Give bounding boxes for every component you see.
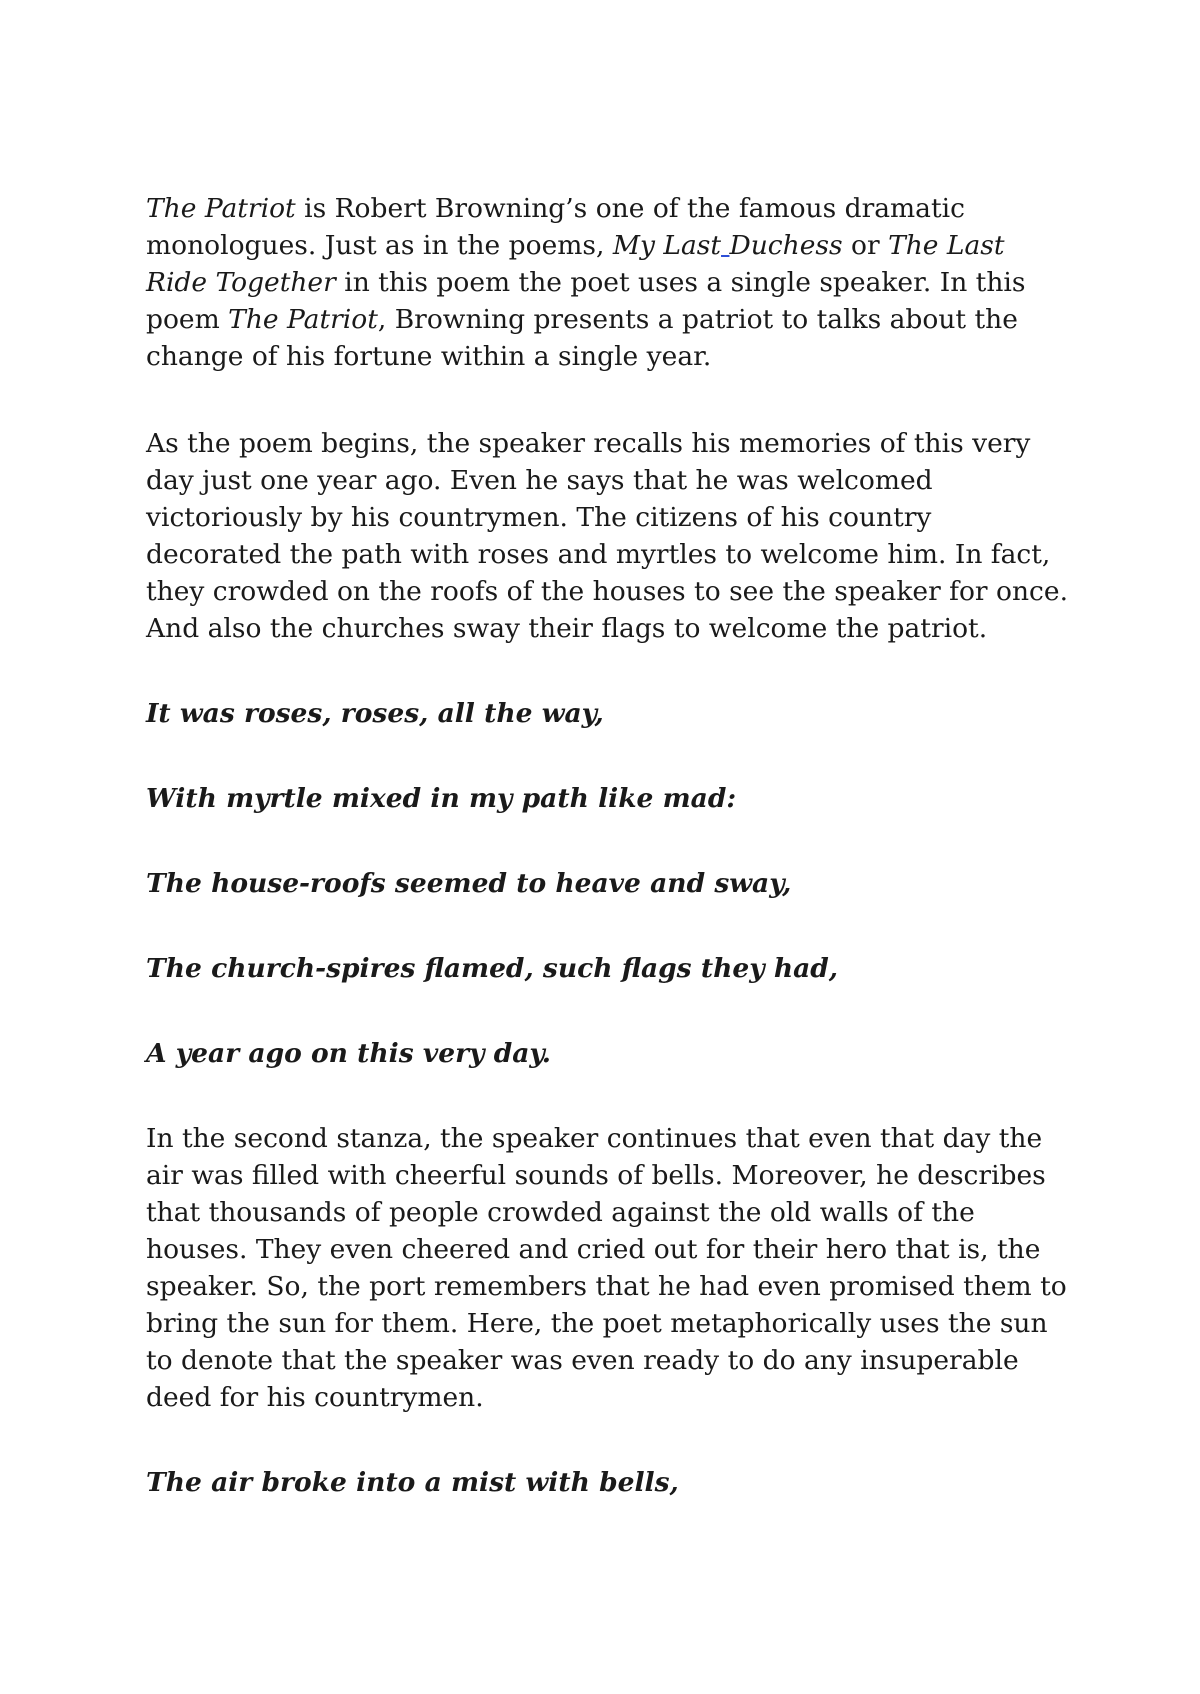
- text-segment: is Robert Browning’s one of the famous dramatic: [295, 193, 965, 224]
- verse-line: It was roses, roses, all the way,: [146, 698, 604, 729]
- text-line: As the poem begins, the speaker recalls his memories of this very: [146, 428, 1031, 459]
- verse-line: A year ago on this very day.: [146, 1038, 552, 1069]
- summary-paragraph: [146, 425, 1066, 647]
- poem-title-part: Duchess: [729, 230, 843, 261]
- text-line: decorated the path with roses and myrtles to welcome him. In fact,: [146, 539, 1051, 570]
- stanza-two-paragraph: [146, 1120, 1066, 1416]
- text-line: that thousands of people crowded against the old walls of the: [146, 1197, 975, 1228]
- poem-title: [613, 230, 843, 261]
- text-line: And also the churches sway their flags to welcome the patriot.: [146, 613, 988, 644]
- text-line: [146, 264, 1066, 301]
- text-line: [146, 227, 1066, 264]
- poem-title: The Last: [888, 230, 1005, 261]
- text-segment: , Browning presents a patriot to talks about the: [377, 304, 1018, 335]
- text-line: bring the sun for them. Here, the poet metaphorically uses the sun: [146, 1308, 1048, 1339]
- text-line: speaker. So, the port remembers that he had even promised them to: [146, 1271, 1067, 1302]
- poem-title: The Patriot: [146, 193, 296, 224]
- document-page: [146, 190, 1066, 1549]
- text-line: [146, 190, 1066, 227]
- verse-line: With myrtle mixed in my path like mad:: [146, 783, 737, 814]
- verse-line: The house-roofs seemed to heave and sway,: [146, 868, 792, 899]
- text-line: air was filled with cheerful sounds of bells. Moreover, he describes: [146, 1160, 1046, 1191]
- poem-title: The Patriot: [228, 304, 378, 335]
- text-line: In the second stanza, the speaker continues that even that day the: [146, 1123, 1043, 1154]
- text-segment: monologues. Just as in the poems,: [146, 230, 613, 261]
- text-segment: or: [842, 230, 889, 261]
- text-line: deed for his countrymen.: [146, 1382, 484, 1413]
- verse-line: The church-spires flamed, such flags they had,: [146, 953, 839, 984]
- poem-title-part: My Last: [612, 230, 722, 261]
- verse-line: The air broke into a mist with bells,: [146, 1467, 679, 1498]
- text-line: day just one year ago. Even he says that he was welcomed: [146, 465, 933, 496]
- text-line: to denote that the speaker was even ready to do any insuperable: [146, 1345, 1019, 1376]
- text-line: change of his fortune within a single year.: [146, 341, 712, 372]
- text-line: victoriously by his countrymen. The citizens of his country: [146, 502, 932, 533]
- text-segment: poem: [146, 304, 229, 335]
- intro-paragraph: [146, 190, 1066, 375]
- text-segment: in this poem the poet uses a single speaker. In this: [335, 267, 1026, 298]
- text-line: [146, 301, 1066, 338]
- text-line: they crowded on the roofs of the houses to see the speaker for once.: [146, 576, 1068, 607]
- text-line: houses. They even cheered and cried out for their hero that is, the: [146, 1234, 1041, 1265]
- poem-title: Ride Together: [146, 267, 336, 298]
